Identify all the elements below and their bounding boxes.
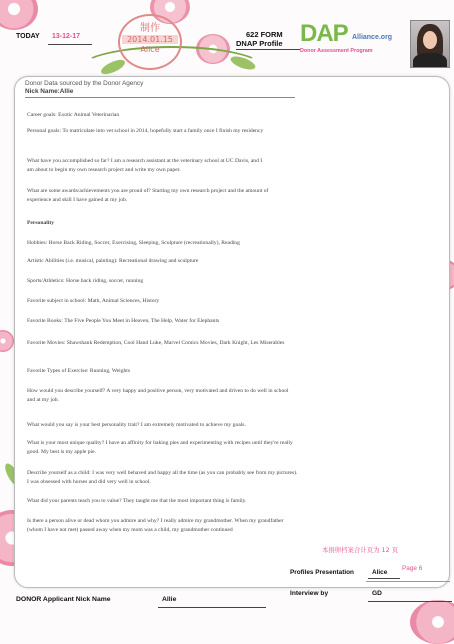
stamp-line3: Alice [140,45,160,54]
dap-logo [300,22,406,56]
footer-rule-right [366,581,450,582]
applicant-label: DONOR Applicant Nick Name [16,596,111,603]
photo-face [423,31,437,49]
logo-tagline: Donor Assessment Program [300,48,373,54]
source-note: Donor Data sourced by the Donor Agency [25,80,144,87]
paragraph-awards: What are some awards/achievements you are proud of? Starting my own research project and the amount of experience and skill I have gained at my job. [27,188,269,203]
paragraph-admire: Is there a person alive or dead whom you admire and why? I really admire my grandmother. When my grandfather (whom I have not met) passed away when my mom was a child, my grandmother continued [27,518,284,533]
photo-shoulders [413,53,447,68]
paragraph-parents: What did your parents teach you to value? They taught me that the most important thing is family. [27,498,247,504]
presentation-rule [368,578,400,579]
paragraph-artistic: Artistic Abilities (i.e. musical, painting): Recreational drawing and sculpture [27,258,199,264]
paragraph-books: Favorite Books: The Five People You Meet in Heaven, The Help, Water for Elephants [27,318,220,324]
form-title: 622 FORM [246,30,283,39]
page-count-note: 本捐卵档案合计页为 12 页 [322,546,399,554]
flower-decoration [0,0,38,30]
interview-value: GD [372,590,382,597]
paragraph-unique-quality: What is your most unique quality? I have an affinity for baking pies and experimenting with recipes until they're really good. My best is my apple pie. [27,440,293,455]
paragraph-career-goals: Career goals: Exotic Animal Veterinarian [27,112,120,118]
stamp-line2: 2014.01.15 [122,35,178,44]
header-rule [236,49,300,50]
flower-decoration [410,600,454,644]
applicant-value: Allie [162,596,177,603]
paragraph-exercise: Favorite Types of Exercise: Running, Weights [27,368,131,374]
stamp-line1: 制作 [140,23,160,34]
presentation-value: Alice [372,569,388,576]
paragraph-childhood: Describe yourself as a child: I was very well behaved and happy all the time (as you can probably see from my pictures). I was obsessed with horses and did very well in school. [27,470,298,485]
presentation-label: Profiles Presentation [290,569,354,576]
form-subtitle: DNAP Profile [236,39,283,48]
paragraph-personal-goals: Personal goals: To matriculate into vet school in 2014, hopefully start a family once I finish my residency [27,128,264,134]
nick-name-line: Nick Name:Allie [25,88,74,95]
paragraph-accomplishments: What have you accomplished so far? I am a research assistant at the veterinary school at UC Davis, and I am about to begin my own research project and write my own paper. [27,158,263,173]
today-label: TODAY [16,33,40,40]
paragraph-sports: Sports/Athletics: Horse back riding, soccer, running [27,278,144,284]
flower-decoration [0,330,14,352]
nick-name-rule [25,97,295,98]
paragraph-best-trait: What would you say is your best personality trait? I am extremely motivated to achieve my goals. [27,422,246,428]
profile-card [14,76,450,588]
today-value: 13-12-17 [52,33,81,40]
paragraph-movies: Favorite Movies: Shawshank Redemption, Cool Hand Luke, Marvel Comics Movies, Dark Knight, Les Miserables [27,340,285,346]
today-underline [48,44,92,45]
page-number: Page 6 [402,565,423,572]
section-personality: Personality [27,220,55,226]
applicant-rule [158,607,266,608]
interview-rule [368,601,452,602]
paragraph-describe: How would you describe yourself? A very happy and positive person, very motivated and driven to do well in school and at my job. [27,388,289,403]
interview-label: Interview by [290,590,329,597]
logo-main: DAP [300,20,348,47]
profile-photo [410,20,450,68]
date-stamp [118,14,182,70]
paragraph-subject: Favorite subject in school: Math, Animal Sciences, History [27,298,160,304]
paragraph-hobbies: Hobbies: Horse Back Riding, Soccer, Exercising, Sleeping, Sculpture (recreationally), Reading [27,240,240,246]
logo-suffix: Alliance.org [352,34,393,41]
